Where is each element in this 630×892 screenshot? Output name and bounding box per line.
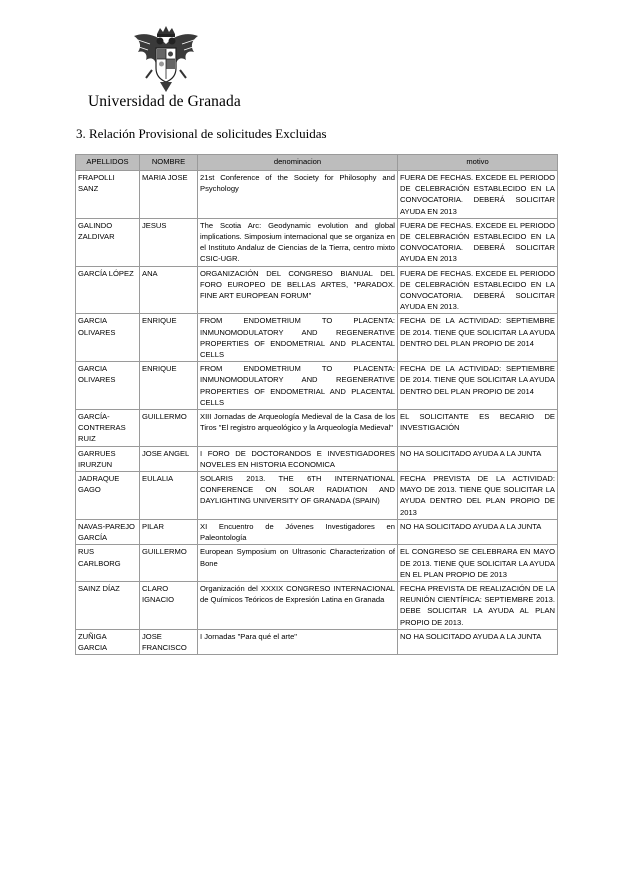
table-row [76,218,558,266]
cell-nombre: EULALIA [140,472,198,520]
cell-motivo: EL CONGRESO SE CELEBRARA EN MAYO DE 2013. TIENE QUE SOLICITAR LA AYUDA EN EL PLAN PROPIO DE 2013 [398,545,558,582]
excluded-applications-table [75,154,558,655]
cell-denominacion: The Scotia Arc: Geodynamic evolution and global implications. Simposium internacional que se organiza en el Instituto Andaluz de Ciencias de la Tierra, centro mixto CSIC-UGR. [198,218,398,266]
cell-apellidos: NAVAS-PAREJO GARCÍA [76,519,140,544]
cell-motivo: NO HA SOLICITADO AYUDA A LA JUNTA [398,519,558,544]
table-row [76,446,558,471]
cell-motivo: FECHA DE LA ACTIVIDAD: SEPTIEMBRE DE 2014. TIENE QUE SOLICITAR LA AYUDA DENTRO DEL PLAN PROPIO DE 2014 [398,362,558,410]
cell-apellidos: FRAPOLLI SANZ [76,171,140,219]
cell-denominacion: XI Encuentro de Jóvenes Investigadores en Paleontología [198,519,398,544]
column-header-nombre: NOMBRE [140,155,198,171]
table-row [76,410,558,447]
column-header-apellidos: APELLIDOS [76,155,140,171]
cell-denominacion: SOLARIS 2013. THE 6TH INTERNATIONAL CONFERENCE ON SOLAR RADIATION AND DAYLIGHTING UNIVERSITY OF GRANADA (SPAIN) [198,472,398,520]
cell-nombre: GUILLERMO [140,545,198,582]
cell-apellidos: GARCIA OLIVARES [76,314,140,362]
cell-nombre: JOSE ANGEL [140,446,198,471]
cell-apellidos: GARCÍA-CONTRERAS RUIZ [76,410,140,447]
cell-nombre: ENRIQUE [140,314,198,362]
cell-apellidos: RUS CARLBORG [76,545,140,582]
table-row [76,519,558,544]
university-crest-icon [130,24,202,94]
cell-motivo: FUERA DE FECHAS. EXCEDE EL PERIODO DE CELEBRACIÓN ESTABLECIDO EN LA CONVOCATORIA. DEBERÁ SOLICITAR AYUDA EN 2013 [398,171,558,219]
cell-motivo: FECHA DE LA ACTIVIDAD: SEPTIEMBRE DE 2014. TIENE QUE SOLICITAR LA AYUDA DENTRO DEL PLAN PROPIO DE 2014 [398,314,558,362]
table-row [76,314,558,362]
cell-motivo: FUERA DE FECHAS. EXCEDE EL PERIODO DE CELEBRACIÓN ESTABLECIDO EN LA CONVOCATORIA. DEBERÁ SOLICITAR AYUDA EN 2013 [398,218,558,266]
cell-motivo: NO HA SOLICITADO AYUDA A LA JUNTA [398,446,558,471]
table-header-row [76,155,558,171]
cell-denominacion: 21st Conference of the Society for Philosophy and Psychology [198,171,398,219]
cell-apellidos: GALINDO ZALDIVAR [76,218,140,266]
cell-nombre: JESUS [140,218,198,266]
cell-motivo: NO HA SOLICITADO AYUDA A LA JUNTA [398,629,558,654]
table-row [76,472,558,520]
cell-denominacion: I FORO DE DOCTORANDOS E INVESTIGADORES NOVELES EN HISTORIA ECONOMICA [198,446,398,471]
cell-nombre: GUILLERMO [140,410,198,447]
table-row [76,629,558,654]
cell-motivo: FECHA PREVISTA DE LA ACTIVIDAD: MAYO DE 2013. TIENE QUE SOLICITAR LA AYUDA DENTRO DEL PLAN PROPIO DE 2013 [398,472,558,520]
table-row [76,362,558,410]
table-row [76,171,558,219]
cell-motivo: FECHA PREVISTA DE REALIZACIÓN DE LA REUNIÓN CIENTÍFICA: SEPTIEMBRE 2013. DEBE SOLICITAR LA AYUDA AL PLAN PROPIO DE 2013. [398,581,558,629]
cell-nombre: MARIA JOSE [140,171,198,219]
column-header-denominacion: denominacion [198,155,398,171]
cell-motivo: FUERA DE FECHAS. EXCEDE EL PERIODO DE CELEBRACIÓN ESTABLECIDO EN LA CONVOCATORIA. DEBERÁ SOLICITAR AYUDA EN 2013. [398,266,558,314]
cell-denominacion: XIII Jornadas de Arqueología Medieval de la Casa de los Tiros "El registro arqueológico y la Arqueología Medieval" [198,410,398,447]
section-title: 3. Relación Provisional de solicitudes Excluidas [76,126,327,141]
cell-apellidos: JADRAQUE GAGO [76,472,140,520]
table-row [76,545,558,582]
cell-denominacion: FROM ENDOMETRIUM TO PLACENTA: INMUNOMODULATORY AND REGENERATIVE PROPERTIES OF ENDOMETRIAL AND PLACENTAL CELLS [198,362,398,410]
university-name: Universidad de Granada [88,93,241,110]
table-row [76,581,558,629]
cell-denominacion: European Symposium on Ultrasonic Characterization of Bone [198,545,398,582]
table-row [76,266,558,314]
cell-apellidos: GARCIA OLIVARES [76,362,140,410]
cell-nombre: ENRIQUE [140,362,198,410]
cell-denominacion: I Jornadas "Para qué el arte" [198,629,398,654]
cell-denominacion: Organización del XXXIX CONGRESO INTERNACIONAL de Químicos Teóricos de Expresión Latina en Granada [198,581,398,629]
cell-nombre: JOSE FRANCISCO [140,629,198,654]
cell-motivo: EL SOLICITANTE ES BECARIO DE INVESTIGACIÓN [398,410,558,447]
column-header-motivo: motivo [398,155,558,171]
cell-apellidos: SAINZ DÍAZ [76,581,140,629]
cell-apellidos: ZUÑIGA GARCIA [76,629,140,654]
cell-denominacion: ORGANIZACIÓN DEL CONGRESO BIANUAL DEL FORO EUROPEO DE BELLAS ARTES, "PARADOX. FINE ART EUROPEAN FORUM" [198,266,398,314]
cell-apellidos: GARCÍA LÓPEZ [76,266,140,314]
cell-apellidos: GARRUES IRURZUN [76,446,140,471]
cell-nombre: ANA [140,266,198,314]
cell-denominacion: FROM ENDOMETRIUM TO PLACENTA: INMUNOMODULATORY AND REGENERATIVE PROPERTIES OF ENDOMETRIAL AND PLACENTAL CELLS [198,314,398,362]
cell-nombre: CLARO IGNACIO [140,581,198,629]
cell-nombre: PILAR [140,519,198,544]
